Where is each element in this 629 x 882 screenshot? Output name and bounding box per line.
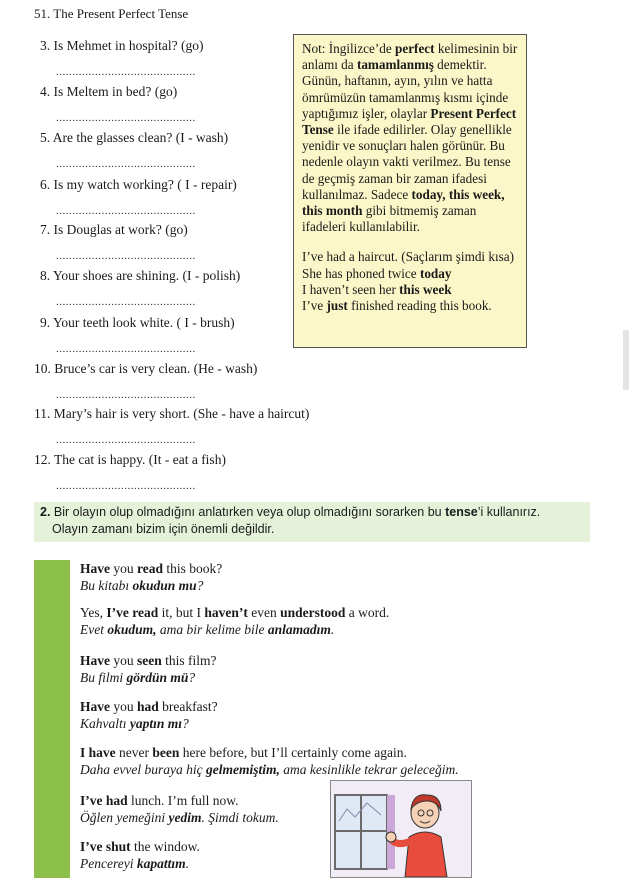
example-verb: I’ve had <box>80 793 128 808</box>
note-text: demektir. <box>433 57 487 73</box>
examples-side-bar <box>34 560 70 878</box>
translation-verb: kapattım <box>136 856 186 871</box>
example-text: breakfast? <box>158 699 218 714</box>
example-verb: had <box>137 699 159 714</box>
note-text: this month <box>302 203 363 219</box>
translation-verb: anlamadım <box>267 622 331 637</box>
note-text: Tense <box>302 122 334 138</box>
note-example: today <box>419 265 452 281</box>
example-text: you <box>110 653 137 668</box>
translation-verb: gelmemiştim, <box>205 762 280 777</box>
example-text: Yes, <box>80 605 107 620</box>
example-text: this book? <box>163 561 223 576</box>
exercise-question: 10. Bruce’s car is very clean. (He - wash) <box>34 361 258 376</box>
answer-blank: ........................................... <box>56 205 196 217</box>
translation-verb: yedim <box>168 810 202 825</box>
section-2-rule <box>34 502 590 542</box>
translation-text: Öğlen yemeğini <box>80 810 169 825</box>
translation-text: ? <box>182 716 189 731</box>
example-text: you <box>110 699 137 714</box>
grammar-note-box <box>293 34 527 348</box>
exercise-question: 9. Your teeth look white. ( I - brush) <box>40 315 235 330</box>
translation-text: . Şimdi tokum. <box>201 810 279 825</box>
translation-text: ama kesinlikle tekrar geleceğim. <box>279 762 459 777</box>
example-verb: Have <box>80 699 110 714</box>
answer-blank: ........................................... <box>56 343 196 355</box>
example-text: never <box>115 745 153 760</box>
example-verb: been <box>152 745 180 760</box>
section-text: ’i kullanırız. <box>477 505 541 519</box>
exercise-item <box>40 38 290 78</box>
note-text: kelimesinin bir <box>434 41 518 56</box>
section-number: 2. <box>40 505 51 519</box>
translation-text: ? <box>188 670 196 685</box>
example-text: it, but I <box>158 605 205 620</box>
note-text: ömrümüzün tamamlanmış kısmı içinde <box>302 89 509 105</box>
translation-text: Evet <box>80 622 108 637</box>
note-text: nedenle olayın vakti verilmez. Bu tense <box>302 154 511 170</box>
exercise-item <box>34 361 284 401</box>
example-verb: Have <box>80 653 110 668</box>
note-text: Not: İngilizce’de <box>302 41 396 56</box>
note-text: gibi bitmemiş zaman <box>362 203 477 219</box>
note-example: I’ve had a haircut. (Saçlarım şimdi kısa) <box>302 249 515 265</box>
translation-verb: okudum, <box>107 622 157 637</box>
exercise-item <box>40 84 290 124</box>
example-text: you <box>110 561 137 576</box>
illustration-drawing <box>331 781 471 877</box>
section-text: tense <box>445 505 478 519</box>
translation-text: ? <box>196 578 204 593</box>
example-verb: understood <box>280 605 346 620</box>
exercise-item <box>40 177 290 217</box>
example-text: even <box>247 605 281 620</box>
exercise-item <box>40 130 290 170</box>
translation-text: Bu filmi <box>80 670 127 685</box>
exercise-question: 8. Your shoes are shining. (I - polish) <box>40 268 241 283</box>
exercise-item <box>40 315 290 355</box>
answer-blank: ........................................... <box>56 389 196 401</box>
example-item <box>80 698 218 732</box>
example-verb: seen <box>137 653 162 668</box>
note-text: anlamı da <box>302 57 357 73</box>
example-text: the window. <box>130 839 200 854</box>
example-text: a word. <box>345 605 390 620</box>
answer-blank: ........................................... <box>56 66 196 78</box>
example-verb: read <box>137 561 163 576</box>
example-verb: I have <box>80 745 116 760</box>
note-text: kullanılmaz. Sadece <box>302 186 412 202</box>
translation-text: Bu kitabı <box>80 578 133 593</box>
section-text: Olayın zamanı bizim için önemli değildir. <box>52 522 275 536</box>
example-verb: Have <box>80 561 110 576</box>
answer-blank: ........................................... <box>56 434 196 446</box>
translation-verb: yaptın mı <box>129 716 183 731</box>
note-text: tamamlanmış <box>356 57 434 73</box>
woman-shutting-window-illustration <box>330 780 472 878</box>
note-text: Günün, haftanın, ayın, yılın ve hatta <box>302 73 493 89</box>
example-item <box>80 652 217 686</box>
note-text: ile ifade edilirler. Olay genellikle <box>333 122 512 138</box>
note-example: I’ve <box>302 298 327 314</box>
exercise-question: 11. Mary’s hair is very short. (She - have a haircut) <box>34 406 310 421</box>
note-text: today, this week, <box>411 186 505 202</box>
example-text: lunch. I’m full now. <box>127 793 239 808</box>
example-text: here before, but I’ll certainly come again. <box>179 745 407 760</box>
note-text: de geçmiş zaman bir zaman ifadesi <box>302 170 487 186</box>
exercise-question: 7. Is Douglas at work? (go) <box>40 222 188 237</box>
translation-text: Kahvaltı <box>80 716 130 731</box>
answer-blank: ........................................... <box>56 250 196 262</box>
note-text: Present Perfect <box>430 105 517 121</box>
exercise-question: 5. Are the glasses clean? (I - wash) <box>40 130 229 145</box>
example-verb: I’ve shut <box>80 839 131 854</box>
note-example: I haven’t seen her <box>302 281 400 297</box>
answer-blank: ........................................... <box>56 112 196 124</box>
exercise-question: 6. Is my watch working? ( I - repair) <box>40 177 237 192</box>
translation-text: Pencereyi <box>80 856 137 871</box>
note-example: finished reading this book. <box>347 298 492 314</box>
answer-blank: ........................................... <box>56 158 196 170</box>
translation-text: . <box>185 856 189 871</box>
translation-verb: gördün mü <box>126 670 189 685</box>
exercise-item <box>40 222 290 262</box>
example-item <box>80 744 459 778</box>
example-text: this film? <box>161 653 217 668</box>
example-item <box>80 792 279 826</box>
exercise-question: 3. Is Mehmet in hospital? (go) <box>40 38 204 53</box>
exercise-item <box>40 268 290 308</box>
note-text: ifadeleri kullanılabilir. <box>302 219 420 235</box>
example-item <box>80 560 222 594</box>
note-text: perfect <box>395 41 435 56</box>
note-text: yenidir ve sonuçları halen görünür. Bu <box>302 138 505 154</box>
note-example: She has phoned twice <box>302 265 420 281</box>
page-edge-shadow <box>623 330 629 390</box>
example-verb: haven’t <box>204 605 248 620</box>
note-example: this week <box>399 281 452 297</box>
note-example: just <box>326 298 348 314</box>
exercise-question: 4. Is Meltem in bed? (go) <box>40 84 178 99</box>
example-verb: I’ve read <box>106 605 159 620</box>
example-item <box>80 604 389 638</box>
exercise-question: 12. The cat is happy. (It - eat a fish) <box>34 452 226 467</box>
translation-verb: okudun mu <box>132 578 197 593</box>
example-item <box>80 838 200 872</box>
exercise-item <box>34 452 284 492</box>
page-title: 51. The Present Perfect Tense <box>34 6 189 21</box>
section-text: Bir olayın olup olmadığını anlatırken veya olup olmadığını sorarken bu <box>50 505 446 519</box>
answer-blank: ........................................... <box>56 296 196 308</box>
note-text: yaptığımız işler, olaylar <box>302 105 431 121</box>
answer-blank: ........................................... <box>56 480 196 492</box>
exercise-item <box>34 406 310 446</box>
translation-text: . <box>330 622 335 637</box>
translation-text: Daha evvel buraya hiç <box>80 762 206 777</box>
translation-text: ama bir kelime bile <box>156 622 268 637</box>
